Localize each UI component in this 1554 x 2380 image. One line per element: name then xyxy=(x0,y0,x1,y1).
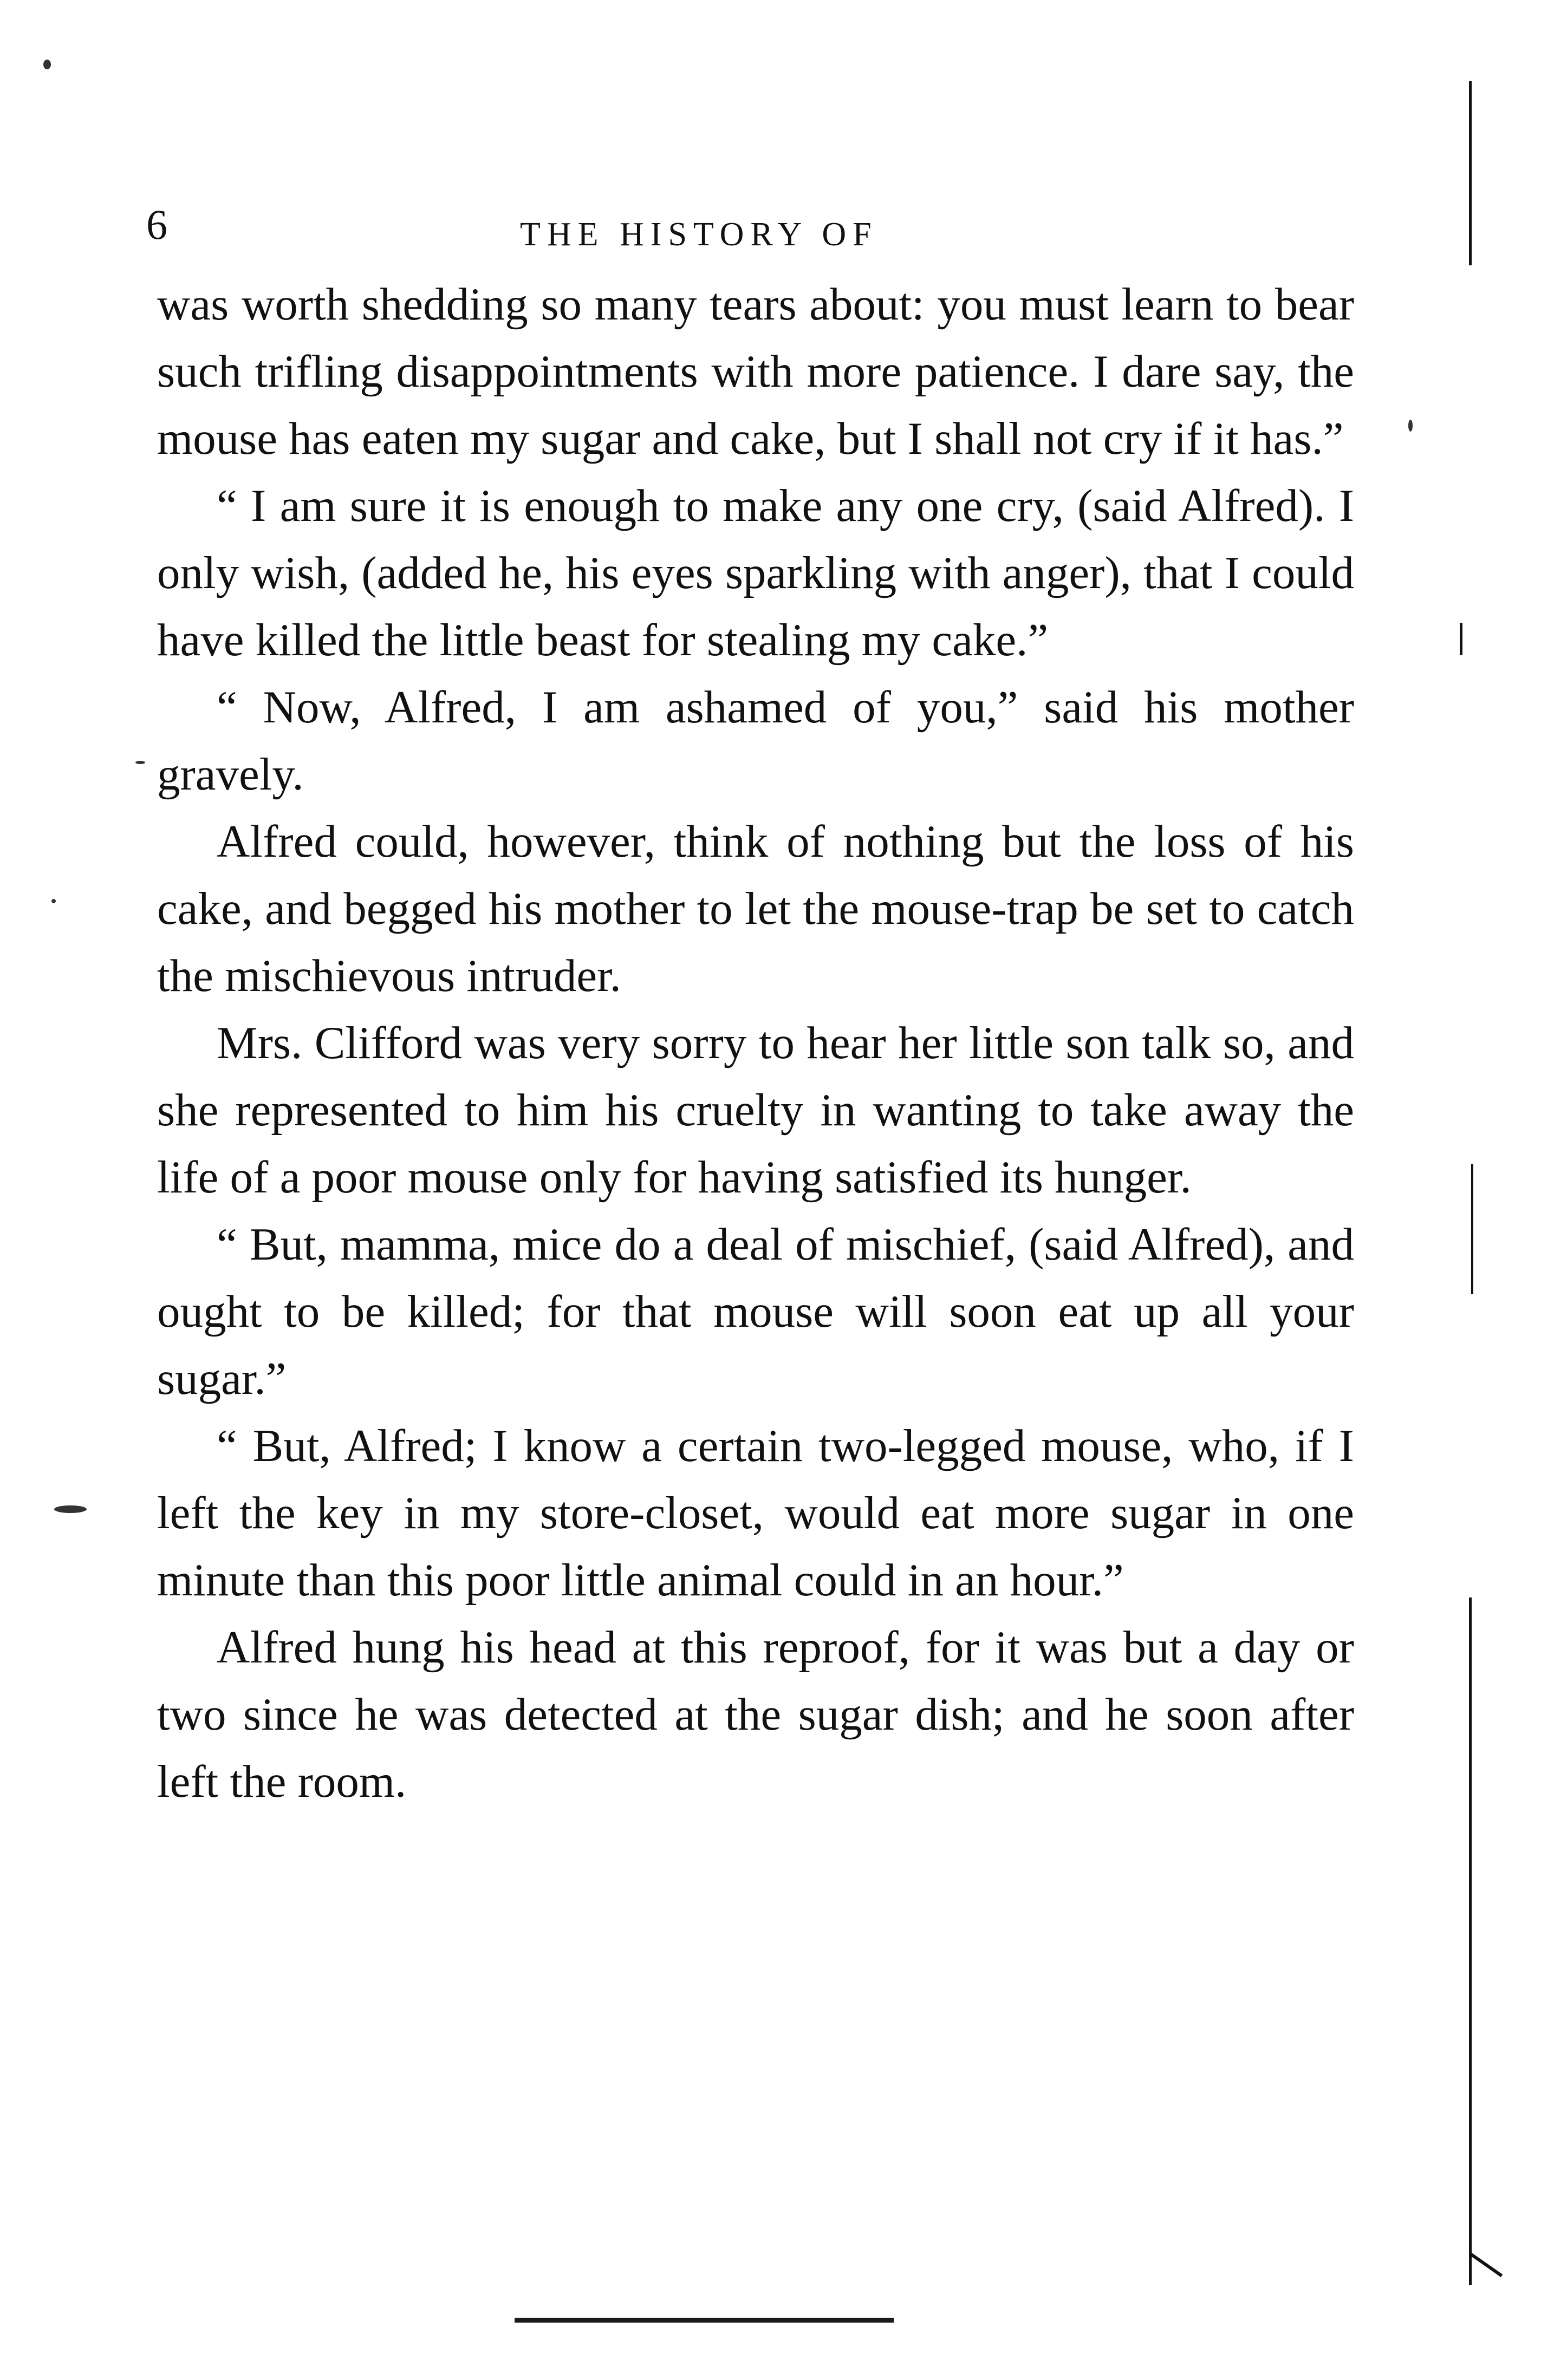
scan-speck xyxy=(51,899,56,903)
paragraph: Alfred could, however, think of nothing but the loss of his cake, and begged his mother to let the mouse-trap be set to catch the mischievous intruder. xyxy=(157,816,1354,1001)
running-head xyxy=(146,195,1365,255)
paragraph: Mrs. Clifford was very sorry to hear her little son talk so, and she represented to him his cruelty in wanting to take away the life of a poor mouse only for having satisfied its hunger. xyxy=(157,1018,1354,1203)
paragraph: was worth shedding so many tears about: you must learn to bear such trifling disappointments with more patience. I dare say, the mouse has eaten my sugar and cake, but I shall not cry if it has.” xyxy=(157,279,1354,464)
paragraph: Alfred hung his head at this reproof, for it was but a day or two since he was detected at the sugar dish; and he soon after left the room. xyxy=(157,1622,1354,1807)
scan-edge-line xyxy=(1470,2253,1503,2277)
page-number: 6 xyxy=(146,201,167,248)
scan-speck xyxy=(1408,420,1413,432)
running-title: THE HISTORY OF xyxy=(520,216,878,253)
scan-edge-line xyxy=(1471,1164,1473,1294)
paragraph: “ I am sure it is enough to make any one cry, (said Alfred). I only wish, (added he, his eyes sparkling with anger), that I could have killed the little beast for stealing my cake.” xyxy=(157,480,1354,666)
paragraph: “ But, mamma, mice do a deal of mischief, (said Alfred), and ought to be killed; for that mouse will soon eat up all your sugar.” xyxy=(157,1219,1354,1404)
scan-edge-line xyxy=(1469,81,1472,265)
scan-edge-line xyxy=(1460,623,1462,655)
scan-speck xyxy=(54,1505,87,1513)
paragraph: “ But, Alfred; I know a certain two-legged mouse, who, if I left the key in my store-closet, would eat more sugar in one minute than this poor little animal could in an hour.” xyxy=(157,1420,1354,1606)
end-rule xyxy=(515,2318,894,2323)
scan-speck xyxy=(135,761,145,764)
scan-speck xyxy=(43,60,51,69)
scan-edge-line xyxy=(1469,1597,1472,2285)
paragraph: “ Now, Alfred, I am ashamed of you,” said his mother gravely. xyxy=(157,682,1354,800)
body-text xyxy=(157,271,1354,1815)
